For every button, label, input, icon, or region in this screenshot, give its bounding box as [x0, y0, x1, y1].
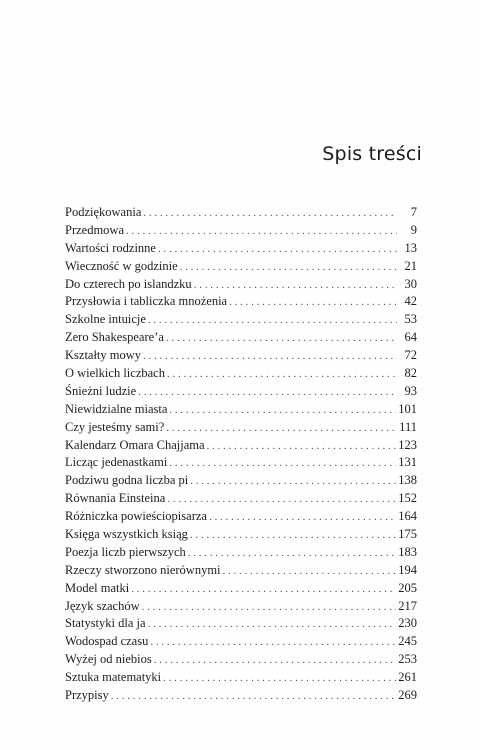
toc-entry-title: Model matki	[65, 580, 130, 595]
dot-leader	[167, 491, 396, 509]
toc-entry-page-number: 64	[404, 330, 417, 345]
toc-entry	[65, 490, 417, 508]
dot-leader	[111, 688, 397, 706]
toc-entry-page-number: 82	[404, 366, 417, 381]
toc-entry	[65, 651, 417, 669]
toc-entry	[65, 472, 417, 490]
toc-entry-title: Sztuka matematyki	[65, 670, 162, 685]
toc-entry-title: Wieczność w godzinie	[65, 258, 178, 273]
dot-leader	[188, 545, 396, 563]
toc-entry	[65, 222, 417, 240]
toc-entry-title: Podziwu godna liczba pi	[65, 473, 189, 488]
toc-entry-title: Księga wszystkich ksiąg	[65, 527, 188, 542]
toc-entry	[65, 258, 417, 276]
dot-leader	[194, 277, 397, 295]
dot-leader	[131, 581, 396, 599]
dot-leader	[166, 330, 397, 348]
dot-leader	[229, 294, 397, 312]
dot-leader	[166, 420, 397, 438]
toc-entry-page-number: 101	[398, 401, 417, 416]
toc-entry-page-number: 123	[398, 437, 417, 452]
toc-entry	[65, 401, 417, 419]
toc-entry-page-number: 42	[404, 294, 417, 309]
dot-leader	[143, 205, 397, 223]
toc-entry-title: Kształty mowy	[65, 348, 142, 363]
toc-entry	[65, 240, 417, 258]
toc-entry-page-number: 111	[399, 419, 417, 434]
toc-entry-page-number: 7	[410, 205, 417, 219]
toc-entry	[65, 526, 417, 544]
toc-entry	[65, 687, 417, 705]
toc-entry	[65, 329, 417, 347]
dot-leader	[148, 616, 397, 634]
toc-entry-title: Język szachów	[65, 598, 140, 613]
dot-leader	[167, 366, 397, 384]
toc-entry-page-number: 13	[404, 240, 417, 255]
toc-entry-page-number: 30	[404, 276, 417, 291]
dot-leader	[126, 223, 397, 241]
toc-entry-page-number: 9	[410, 222, 417, 237]
toc-entry-page-number: 175	[398, 527, 417, 542]
toc-entry	[65, 633, 417, 651]
toc-entry-page-number: 164	[398, 509, 417, 524]
toc-entry	[65, 383, 417, 401]
toc-entry-page-number: 93	[404, 383, 417, 398]
dot-leader	[150, 634, 396, 652]
dot-leader	[180, 259, 397, 277]
dot-leader	[142, 599, 397, 617]
dot-leader	[169, 455, 396, 473]
toc-entry	[65, 276, 417, 294]
toc-entry	[65, 365, 417, 383]
toc-entry-title: Zero Shakespeare’a	[65, 330, 164, 345]
toc-entry	[65, 508, 417, 526]
toc-entry-title: Równania Einsteina	[65, 491, 166, 506]
toc-entry	[65, 544, 417, 562]
dot-leader	[158, 241, 397, 259]
dot-leader	[154, 652, 397, 670]
toc-entry	[65, 347, 417, 365]
toc-entry-title: Śnieżni ludzie	[65, 383, 137, 398]
toc-entry-page-number: 53	[404, 312, 417, 327]
toc-entry-title: Licząc jedenastkami	[65, 455, 168, 470]
toc-entry-title: Wodospad czasu	[65, 634, 149, 649]
toc-entry-title: Niewidzialne miasta	[65, 401, 168, 416]
toc-entry-title: Przedmowa	[65, 222, 125, 237]
dot-leader	[190, 527, 396, 545]
toc-entry	[65, 615, 417, 633]
dot-leader	[148, 312, 397, 330]
toc-entry-page-number: 205	[398, 580, 417, 595]
page-title: Spis treści	[322, 143, 422, 165]
toc-entry-title: Kalendarz Omara Chajjama	[65, 437, 205, 452]
toc-entry-title: Wyżej od niebios	[65, 652, 152, 667]
toc-entry	[65, 293, 417, 311]
toc-entry-page-number: 230	[398, 616, 417, 631]
toc-entry	[65, 204, 417, 222]
dot-leader	[169, 402, 396, 420]
toc-entry	[65, 669, 417, 687]
toc-entry-page-number: 253	[398, 652, 417, 667]
toc-entry-page-number: 217	[398, 598, 417, 613]
toc-entry-page-number: 152	[398, 491, 417, 506]
toc-entry-title: Wartości rodzinne	[65, 240, 156, 255]
toc-entry	[65, 437, 417, 455]
toc-entry-page-number: 261	[398, 670, 417, 685]
toc-entry-title: Przysłowia i tabliczka mnożenia	[65, 294, 228, 309]
toc-entry-page-number: 194	[398, 562, 417, 577]
toc-entry-title: Przypisy	[65, 688, 109, 703]
toc-entry-page-number: 138	[398, 473, 417, 488]
dot-leader	[207, 438, 397, 456]
toc-entry-page-number: 183	[398, 544, 417, 559]
toc-entry-page-number: 131	[398, 455, 417, 470]
toc-entry-title: Szkolne intuicje	[65, 312, 146, 327]
dot-leader	[138, 384, 397, 402]
toc-entry	[65, 598, 417, 616]
dot-leader	[223, 563, 397, 581]
dot-leader	[163, 670, 396, 688]
toc-entry-page-number: 269	[398, 688, 417, 703]
toc-entry-title: Czy jesteśmy sami?	[65, 419, 165, 434]
toc-entry-page-number: 245	[398, 634, 417, 649]
toc-entry-title: Poezja liczb pierwszych	[65, 544, 186, 559]
table-of-contents	[65, 204, 417, 705]
dot-leader	[209, 509, 396, 527]
toc-entry	[65, 419, 417, 437]
dot-leader	[190, 473, 396, 491]
toc-entry-title: Rzeczy stworzono nierównymi	[65, 562, 221, 577]
toc-entry	[65, 311, 417, 329]
toc-entry-page-number: 72	[404, 348, 417, 363]
toc-entry-title: Podziękowania	[65, 205, 142, 219]
toc-entry-title: Statystyki dla ja	[65, 616, 146, 631]
toc-entry	[65, 580, 417, 598]
toc-entry	[65, 562, 417, 580]
dot-leader	[143, 348, 397, 366]
toc-entry-page-number: 21	[404, 258, 417, 273]
toc-entry-title: O wielkich liczbach	[65, 366, 165, 381]
toc-entry-title: Różniczka powieściopisarza	[65, 509, 207, 524]
toc-entry-title: Do czterech po islandzku	[65, 276, 192, 291]
toc-entry	[65, 454, 417, 472]
